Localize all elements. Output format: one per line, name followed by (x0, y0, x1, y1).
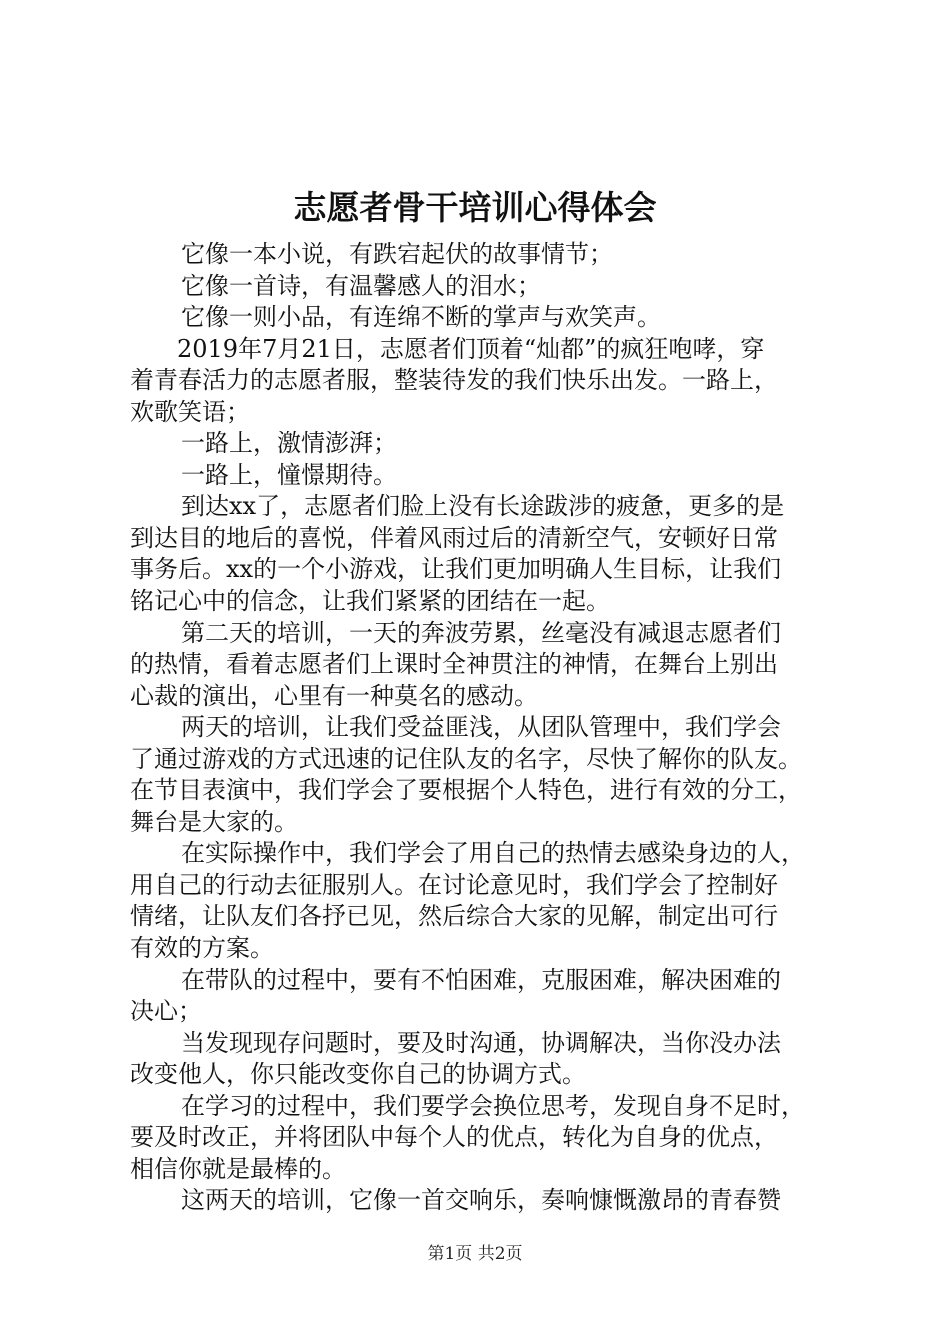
text-line: 这两天的培训，它像一首交响乐，奏响慷慨激昂的青春赞 (181, 1186, 781, 1215)
text-line: 欢歌笑语； (130, 397, 250, 426)
text-line: 铭记心中的信念，让我们紧紧的团结在一起。 (130, 587, 610, 616)
text-line: 相信你就是最棒的。 (130, 1154, 346, 1183)
text-line: 到达xx了，志愿者们脸上没有长途跋涉的疲惫，更多的是 (181, 492, 785, 521)
text-line: 在实际操作中，我们学会了用自己的热情去感染身边的人， (181, 839, 805, 868)
text-line: 它像一则小品，有连绵不断的掌声与欢笑声。 (181, 303, 661, 332)
text-line: 事务后。xx的一个小游戏，让我们更加明确人生目标，让我们 (130, 555, 782, 584)
text-line: 在学习的过程中，我们要学会换位思考，发现自身不足时， (181, 1091, 805, 1120)
text-line: 它像一首诗，有温馨感人的泪水； (181, 271, 541, 300)
text-line: 用自己的行动去征服别人。在讨论意见时，我们学会了控制好 (130, 870, 778, 899)
text-line: 改变他人，你只能改变你自己的协调方式。 (130, 1060, 586, 1089)
text-line: 了通过游戏的方式迅速的记住队友的名字，尽快了解你的队友。 (130, 744, 802, 773)
text-line: 当发现现存问题时，要及时沟通，协调解决，当你没办法 (181, 1028, 781, 1057)
text-line: 两天的培训，让我们受益匪浅，从团队管理中，我们学会 (181, 713, 781, 742)
text-line: 它像一本小说，有跌宕起伏的故事情节； (181, 240, 613, 268)
page-footer: 第1页 共2页 (427, 1244, 523, 1264)
text-line: 2019年7月21日，志愿者们顶着“灿都”的疯狂咆哮，穿 (177, 334, 765, 363)
document-title: 志愿者骨干培训心得体会 (293, 188, 657, 227)
text-line: 的热情，看着志愿者们上课时全神贯注的神情，在舞台上别出 (130, 650, 778, 679)
text-line: 在节目表演中，我们学会了要根据个人特色，进行有效的分工， (130, 776, 802, 805)
text-line: 心裁的演出，心里有一种莫名的感动。 (130, 681, 538, 710)
text-line: 情绪，让队友们各抒已见，然后综合大家的见解，制定出可行 (130, 902, 778, 931)
text-line: 第二天的培训，一天的奔波劳累，丝毫没有减退志愿者们 (181, 618, 781, 647)
text-line: 舞台是大家的。 (130, 807, 298, 836)
text-line: 到达目的地后的喜悦，伴着风雨过后的清新空气，安顿好日常 (130, 523, 778, 552)
text-line: 在带队的过程中，要有不怕困难，克服困难，解决困难的 (181, 965, 781, 994)
text-line: 一路上，憧憬期待。 (181, 460, 397, 489)
text-line: 有效的方案。 (130, 934, 274, 963)
text-line: 决心； (130, 997, 202, 1026)
document-body (130, 239, 840, 1217)
text-line: 一路上，激情澎湃； (181, 429, 397, 458)
text-line: 要及时改正，并将团队中每个人的优点，转化为自身的优点， (130, 1123, 778, 1152)
text-line: 着青春活力的志愿者服，整装待发的我们快乐出发。一路上， (130, 366, 778, 395)
